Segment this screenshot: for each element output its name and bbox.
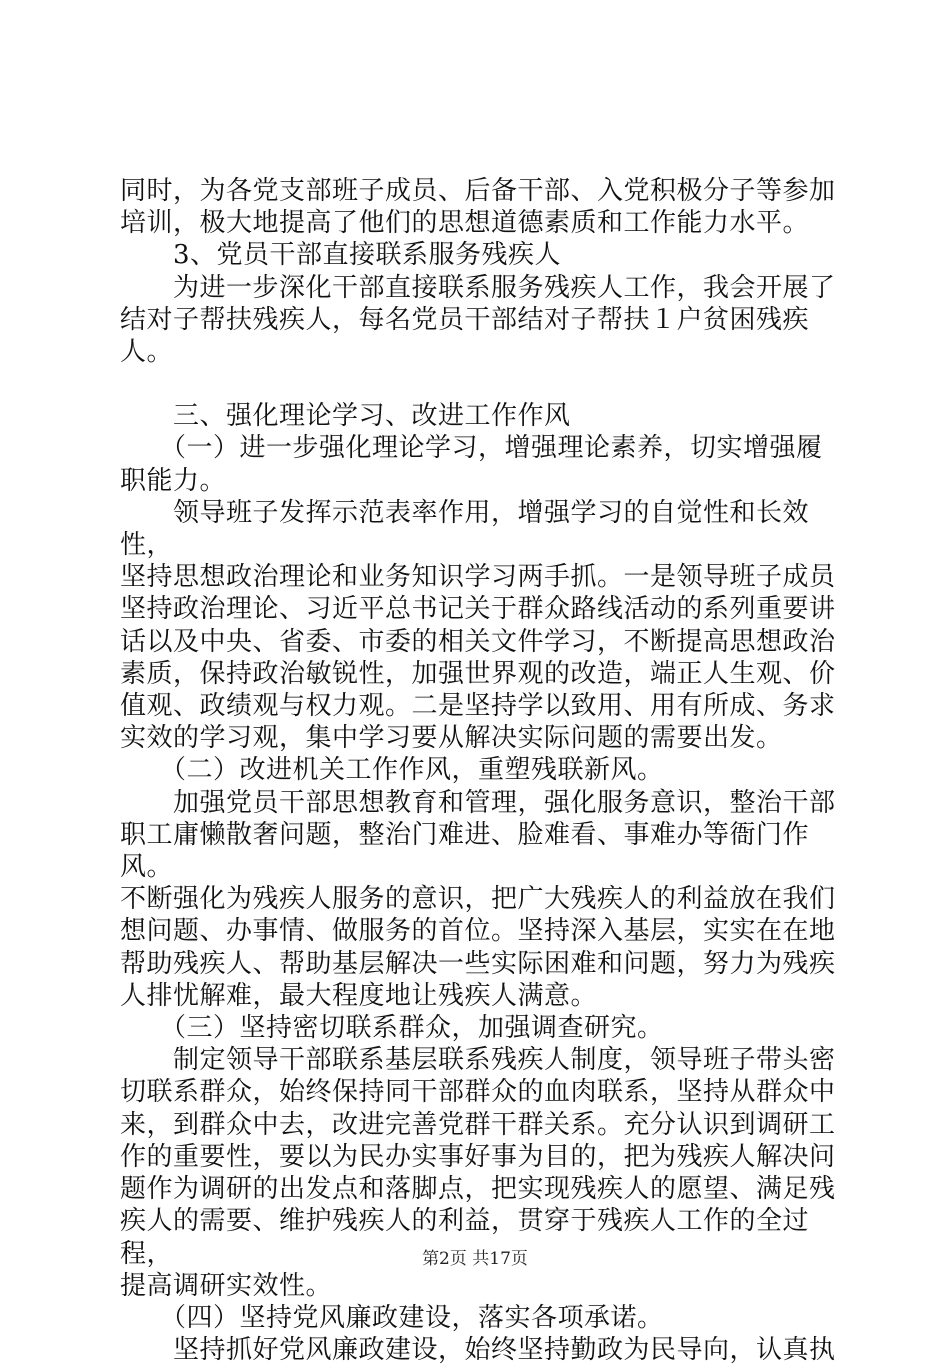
text-line: （三）坚持密切联系群众，加强调查研究。: [120, 1013, 664, 1044]
text-line: 坚持抓好党风廉政建设，始终坚持勤政为民导向，认真执: [120, 1335, 836, 1366]
text-line: 坚持政治理论、习近平总书记关于群众路线活动的系列重要讲: [120, 594, 836, 625]
text-line: 值观、政绩观与权力观。二是坚持学以致用、用有所成、务求: [120, 691, 836, 722]
text-line: 加强党员干部思想教育和管理，强化服务意识，整治干部: [120, 787, 836, 818]
text-line: 人排忧解难，最大程度地让残疾人满意。: [120, 980, 598, 1011]
text-line: （一）进一步强化理论学习，增强理论素养，切实增强履: [120, 433, 823, 464]
text-line: 来，到群众中去，改进完善党群干群关系。充分认识到调研工: [120, 1109, 836, 1140]
text-line: 提高调研实效性。: [120, 1270, 333, 1301]
text-line: 制定领导干部联系基层联系残疾人制度，领导班子带头密: [120, 1045, 836, 1076]
text-line: 结对子帮扶残疾人，每名党员干部结对子帮扶１户贫困残疾人。: [120, 304, 810, 368]
text-line: 疾人的需要、维护残疾人的利益，贯穿于残疾人工作的全过程，: [120, 1206, 810, 1269]
text-line: 作的重要性，要以为民办实事好事为目的，把为残疾人解决问: [120, 1141, 836, 1172]
text-line: 实效的学习观，集中学习要从解决实际问题的需要出发。: [120, 723, 783, 754]
text-line: 领导班子发挥示范表率作用，增强学习的自觉性和长效性，: [120, 497, 810, 561]
text-line: 坚持思想政治理论和业务知识学习两手抓。一是领导班子成员: [120, 562, 836, 593]
text-line: 题作为调研的出发点和落脚点，把实现残疾人的愿望、满足残: [120, 1174, 836, 1205]
text-line: 不断强化为残疾人服务的意识，把广大残疾人的利益放在我们: [120, 884, 836, 915]
blank-line: [120, 368, 840, 400]
text-line: 帮助残疾人、帮助基层解决一些实际困难和问题，努力为残疾: [120, 948, 836, 979]
text-line: 三、强化理论学习、改进工作作风: [120, 401, 571, 432]
text-line: 素质，保持政治敏锐性，加强世界观的改造，端正人生观、价: [120, 658, 836, 689]
text-line: 职工庸懒散奢问题，整治门难进、脸难看、事难办等衙门作风。: [120, 819, 810, 883]
text-line: 职能力。: [120, 465, 227, 496]
text-line: （四）坚持党风廉政建设，落实各项承诺。: [120, 1302, 664, 1333]
text-line: 培训，极大地提高了他们的思想道德素质和工作能力水平。: [120, 208, 810, 239]
text-line: 切联系群众，始终保持同干部群众的血肉联系，坚持从群众中: [120, 1077, 836, 1108]
text-line: 话以及中央、省委、市委的相关文件学习，不断提高思想政治: [120, 626, 836, 657]
text-line: 想问题、办事情、做服务的首位。坚持深入基层，实实在在地: [120, 916, 836, 947]
text-line: 3、党员干部直接联系服务残疾人: [120, 240, 562, 271]
text-line: 为进一步深化干部直接联系服务残疾人工作，我会开展了: [120, 272, 836, 303]
document-body: [120, 175, 840, 1366]
page-footer: 第2页 共17页: [422, 1249, 528, 1269]
text-line: 同时，为各党支部班子成员、后备干部、入党积极分子等参加: [120, 176, 836, 206]
text-line: （二）改进机关工作作风，重塑残联新风。: [120, 755, 664, 786]
